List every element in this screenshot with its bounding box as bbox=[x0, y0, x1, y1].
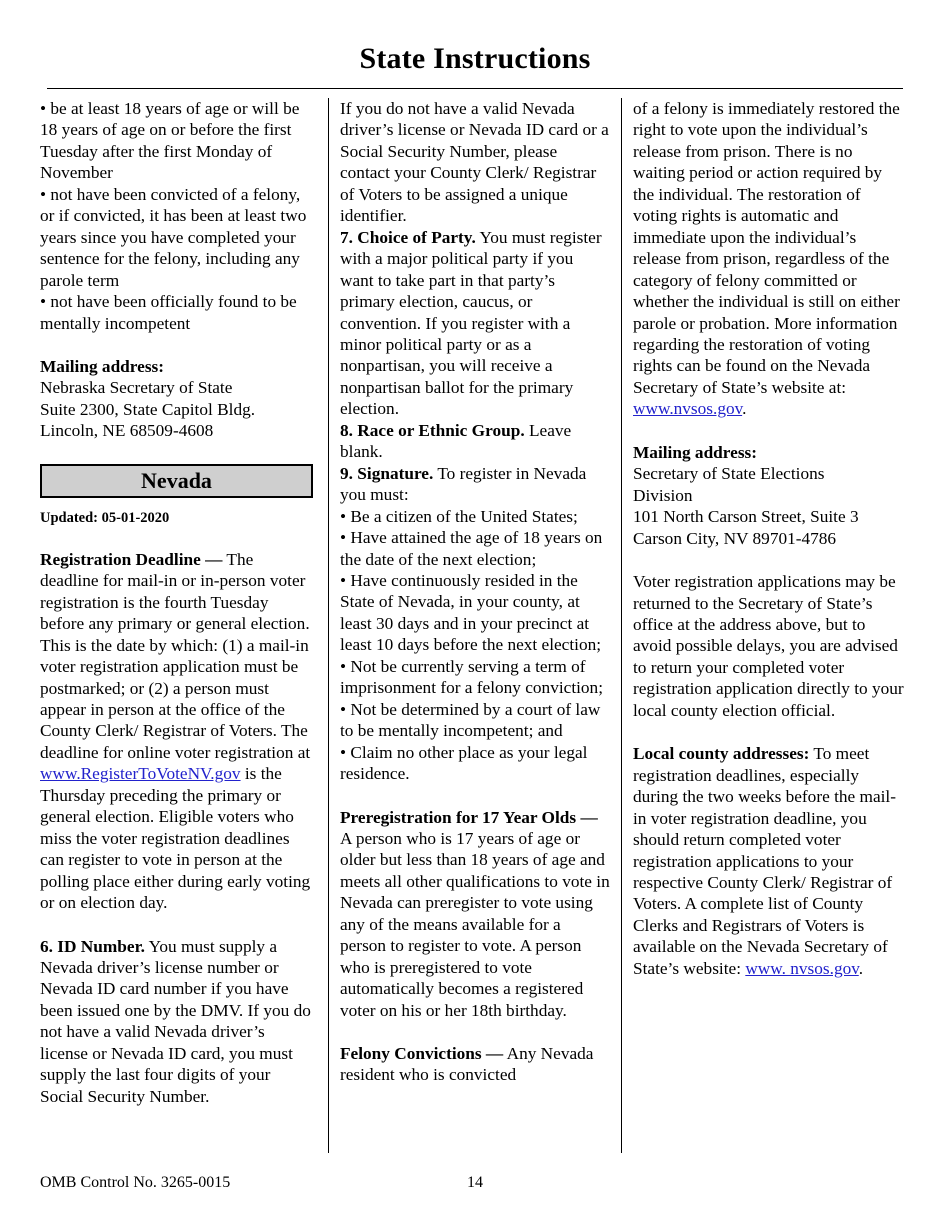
felony-convictions-text: Any Nevada resident who is convicted bbox=[340, 1044, 594, 1085]
id-number-continued: If you do not have a valid Nevada driver’s license or Nevada ID card or a Social Security Number, please contact your County Clerk/ Registrar of Voters to be assigned a unique identifier. bbox=[340, 99, 609, 226]
page-footer bbox=[0, 1174, 950, 1214]
column-two bbox=[340, 98, 611, 1086]
felony-continued-text-before-link: of a felony is immediately restored the right to vote upon the individual’s release from prison. There is no waiting period or action required by the individual. The restoration of voting rights is automatic and immediate upon the individual’s release from prison, regardless of the category of felony committed or whether the individual is still on either parole or probation. More information regarding the restoration of voting rights can be found on the Nevada Secretary of State’s website at: bbox=[633, 99, 900, 397]
nevada-address-line-4: Carson City, NV 89701-4786 bbox=[633, 528, 837, 548]
spacer bbox=[40, 334, 313, 356]
felony-convictions-paragraph bbox=[340, 1043, 611, 1086]
updated-date: Updated: 05-01-2020 bbox=[40, 509, 170, 526]
signature-paragraph bbox=[340, 463, 611, 506]
spacer bbox=[633, 420, 904, 442]
id-number-text: You must supply a Nevada driver’s license number or Nevada ID card number if you have been issued one by the DMV. If you do not have a valid Nevada driver’s license or Nevada ID card, you must supply the last four digits of your Social Security Number. bbox=[40, 936, 311, 1106]
page-number: 14 bbox=[467, 1174, 483, 1191]
nevada-mailing-address-label: Mailing address: bbox=[633, 442, 758, 462]
registration-deadline-text-before-link: The deadline for mail-in or in-person voter registration is the fourth Tuesday before any primary or general election. This is the date by which: (1) a mail-in voter registration application must be postmarked; or (2) a person must appear in person at the office of the County Clerk/ Registrar of Voters. The deadline for online voter registration at bbox=[40, 549, 311, 762]
registration-deadline-heading: Registration Deadline — bbox=[40, 549, 223, 569]
column-divider-right bbox=[621, 98, 622, 1153]
signature-bullet-competence: • Not be determined by a court of law to be mentally incompetent; and bbox=[340, 699, 601, 741]
state-name-banner: Nevada bbox=[40, 464, 313, 498]
local-county-text-after-link: . bbox=[858, 958, 864, 978]
local-county-addresses-paragraph bbox=[633, 743, 904, 979]
spacer bbox=[40, 442, 313, 464]
return-application-note: Voter registration applications may be returned to the Secretary of State’s office at the address above, but to avoid possible delays, you are advised to return your completed voter registration application directly to your local county election official. bbox=[633, 572, 904, 720]
nebraska-bullet-age: • be at least 18 years of age or will be 18 years of age on or before the first Tuesday after the first Monday of November bbox=[40, 99, 300, 183]
spacer bbox=[40, 498, 313, 510]
race-or-ethnic-group-text: Leave blank. bbox=[340, 420, 572, 462]
signature-bullet-legal-residence: • Claim no other place as your legal residence. bbox=[340, 742, 588, 784]
page-header bbox=[0, 0, 950, 92]
felony-continued-text-after-link: . bbox=[742, 399, 747, 419]
local-county-addresses-heading: Local county addresses: bbox=[633, 744, 810, 764]
id-number-paragraph bbox=[40, 936, 313, 1108]
spacer bbox=[340, 1021, 611, 1043]
column-three bbox=[633, 98, 904, 979]
nebraska-bullet-felony: • not have been convicted of a felony, or if convicted, it has been at least two years since you have completed your sentence for the felony, including any parole term bbox=[40, 184, 307, 290]
spacer bbox=[633, 721, 904, 743]
nevada-address-line-2: Division bbox=[633, 485, 693, 505]
spacer bbox=[40, 914, 313, 936]
nebraska-bullet-competence: • not have been officially found to be mentally incompetent bbox=[40, 292, 297, 333]
nevada-address-line-3: 101 North Carson Street, Suite 3 bbox=[633, 507, 859, 527]
nvsos-link-restoration[interactable]: www.nvsos.gov bbox=[633, 399, 743, 419]
signature-heading: 9. Signature. bbox=[340, 463, 434, 483]
nvsos-link-county-list[interactable]: www. nvsos.gov bbox=[745, 958, 859, 978]
three-column-body bbox=[0, 98, 950, 1153]
preregistration-heading: Preregistration for 17 Year Olds — bbox=[340, 807, 598, 827]
column-divider-left bbox=[328, 98, 329, 1153]
preregistration-paragraph bbox=[340, 807, 611, 1022]
choice-of-party-heading: 7. Choice of Party. bbox=[340, 227, 476, 247]
preregistration-text: A person who is 17 years of age or older but less than 18 years of age and meets all other qualifications to vote in Nevada can preregister to vote using any of the means available for a person to register to vote. A person who is preregistered to vote automatically becomes a registered voter on his or her 18th birthday. bbox=[340, 828, 610, 1020]
signature-bullet-citizen: • Be a citizen of the United States; bbox=[340, 506, 578, 526]
spacer bbox=[40, 527, 313, 549]
choice-of-party-paragraph bbox=[340, 227, 611, 420]
choice-of-party-text: You must register with a major political party if you want to take part in that party’s primary election, caucus, or convention. If you register with a minor political party or as a nonpartisan, you will receive a nonpartisan ballot for the primary election. bbox=[340, 227, 602, 419]
nevada-address-line-1: Secretary of State Elections bbox=[633, 464, 825, 484]
local-county-text-before-link: To meet registration deadlines, especially during the two weeks before the mail-in voter registration deadline, you should return completed voter registration applications to your respective County Clerk/ Registrar of Voters. A complete list of County Clerks and Registrars of Voters is available on the Nevada Secretary of State’s website: bbox=[633, 744, 896, 978]
signature-bullet-residency: • Have continuously resided in the State of Nevada, in your county, at least 30 days and in your precinct at least 10 days before the next election; bbox=[340, 570, 602, 655]
register-to-vote-nv-link[interactable]: www.RegisterToVoteNV.gov bbox=[40, 764, 241, 784]
spacer bbox=[340, 785, 611, 807]
registration-deadline-paragraph bbox=[40, 549, 313, 914]
nebraska-address-line-3: Lincoln, NE 68509-4608 bbox=[40, 421, 214, 441]
race-or-ethnic-group-heading: 8. Race or Ethnic Group. bbox=[340, 420, 525, 440]
spacer bbox=[633, 549, 904, 571]
felony-convictions-heading: Felony Convictions — bbox=[340, 1044, 504, 1064]
nebraska-address-line-2: Suite 2300, State Capitol Bldg. bbox=[40, 399, 256, 419]
page-title: State Instructions bbox=[359, 42, 591, 75]
nebraska-address-line-1: Nebraska Secretary of State bbox=[40, 378, 233, 398]
registration-deadline-text-after-link: is the Thursday preceding the primary or general election. Eligible voters who miss the voter registration deadlines can register to vote in person at the polling place either during early voting or on election day. bbox=[40, 764, 311, 913]
felony-convictions-continued bbox=[633, 98, 904, 420]
header-divider-rule bbox=[47, 88, 903, 89]
signature-bullet-imprisonment: • Not be currently serving a term of imprisonment for a felony conviction; bbox=[340, 656, 603, 698]
column-one bbox=[40, 98, 313, 1107]
signature-text: To register in Nevada you must: bbox=[340, 463, 587, 505]
omb-control-number: OMB Control No. 3265-0015 bbox=[40, 1174, 231, 1191]
id-number-heading: 6. ID Number. bbox=[40, 936, 145, 956]
signature-bullet-age: • Have attained the age of 18 years on the date of the next election; bbox=[340, 528, 603, 569]
race-or-ethnic-group-paragraph bbox=[340, 420, 611, 463]
nebraska-mailing-address-label: Mailing address: bbox=[40, 356, 165, 376]
